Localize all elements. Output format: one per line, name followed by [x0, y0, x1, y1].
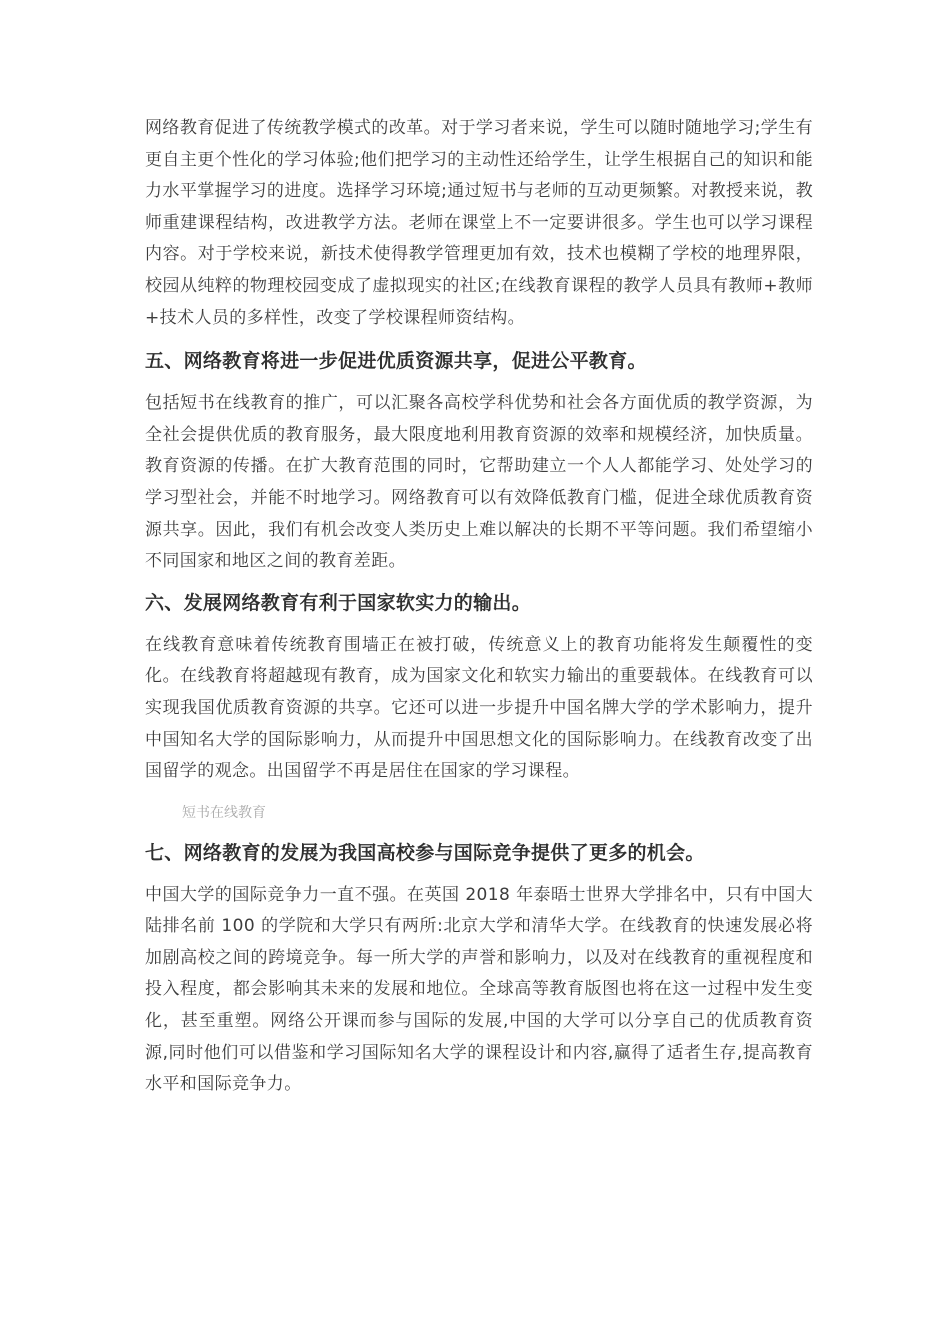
paragraph-soft-power: 在线教育意味着传统教育围墙正在被打破，传统意义上的教育功能将发生颠覆性的变化。在线教育将超越现有教育，成为国家文化和软实力输出的重要载体。在线教育可以实现我国优质教育资源的共享。它还可以进一步提升中国名牌大学的学术影响力，提升中国知名大学的国际影响力，从而提升中国思想文化的国际影响力。在线教育改变了出国留学的观念。出国留学不再是居住在国家的学习课程。: [145, 634, 813, 782]
paragraph-international-competition: 中国大学的国际竞争力一直不强。在英国 2018 年泰晤士世界大学排名中，只有中国大陆排名前 100 的学院和大学只有两所:北京大学和清华大学。在线教育的快速发展必将加剧高校之间的跨境竞争。每一所大学的声誉和影响力，以及对在线教育的重视程度和投入程度，都会影响其未来的发展和地位。全球高等教育版图也将在这一过程中发生变化，甚至重塑。网络公开课而参与国际的发展,中国的大学可以分享自己的优质教育资源,同时他们可以借鉴和学习国际知名大学的课程设计和内容,赢得了适者生存,提高教育水平和国际竞争力。: [145, 884, 813, 1095]
document-body: [145, 113, 813, 1101]
paragraph-resource-sharing: 包括短书在线教育的推广，可以汇聚各高校学科优势和社会各方面优质的教学资源，为全社会提供优质的教育服务，最大限度地利用教育资源的效率和规模经济，加快质量。教育资源的传播。在扩大教育范围的同时，它帮助建立一个人人都能学习、处处学习的学习型社会，并能不时地学习。网络教育可以有效降低教育门槛，促进全球优质教育资源共享。因此，我们有机会改变人类历史上难以解决的长期不平等问题。我们希望缩小不同国家和地区之间的教育差距。: [145, 393, 813, 572]
paragraph-teaching-reform: 网络教育促进了传统教学模式的改革。对于学习者来说，学生可以随时随地学习;学生有更自主更个性化的学习体验;他们把学习的主动性还给学生，让学生根据自己的知识和能力水平掌握学习的进度。选择学习环境;通过短书与老师的互动更频繁。对教授来说，教师重建课程结构，改进教学方法。老师在课堂上不一定要讲很多。学生也可以学习课程内容。对于学校来说，新技术使得教学管理更加有效，技术也模糊了学校的地理界限，校园从纯粹的物理校园变成了虚拟现实的社区;在线教育课程的教学人员具有教师+教师+技术人员的多样性，改变了学校课程师资结构。: [145, 118, 813, 328]
section-heading-5: 五、网络教育将进一步促进优质资源共享，促进公平教育。: [145, 350, 647, 373]
section-heading-7: 七、网络教育的发展为我国高校参与国际竞争提供了更多的机会。: [145, 841, 705, 864]
image-caption: 短书在线教育: [182, 804, 266, 821]
section-heading-6: 六、发展网络教育有利于国家软实力的输出。: [145, 591, 532, 614]
